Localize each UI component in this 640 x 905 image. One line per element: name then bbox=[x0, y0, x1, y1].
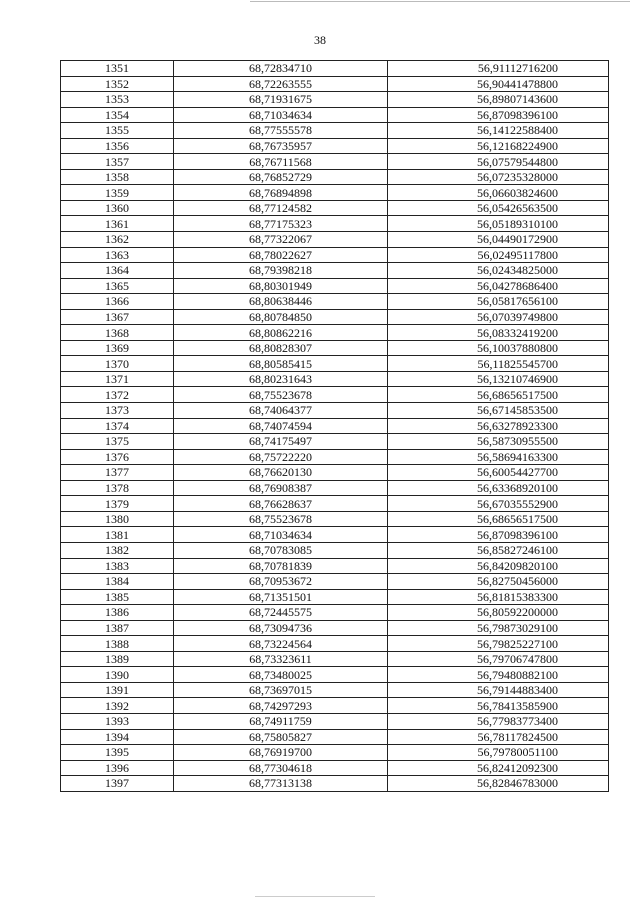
x-coordinate-cell: 68,77304618 bbox=[174, 760, 388, 776]
table-row bbox=[61, 92, 609, 108]
table-row bbox=[61, 620, 609, 636]
y-coordinate-cell: 56,87098396100 bbox=[388, 107, 609, 123]
row-number-cell: 1383 bbox=[61, 558, 174, 574]
y-coordinate-cell: 56,68656517500 bbox=[388, 511, 609, 527]
x-coordinate-cell: 68,79398218 bbox=[174, 263, 388, 279]
x-coordinate-cell: 68,74064377 bbox=[174, 403, 388, 419]
row-number-cell: 1355 bbox=[61, 123, 174, 139]
table-row bbox=[61, 123, 609, 139]
table-row bbox=[61, 371, 609, 387]
x-coordinate-cell: 68,80585415 bbox=[174, 356, 388, 372]
row-number-cell: 1356 bbox=[61, 138, 174, 154]
y-coordinate-cell: 56,87098396100 bbox=[388, 527, 609, 543]
y-coordinate-cell: 56,60054427700 bbox=[388, 465, 609, 481]
table-row bbox=[61, 542, 609, 558]
y-coordinate-cell: 56,79825227100 bbox=[388, 636, 609, 652]
table-row bbox=[61, 169, 609, 185]
table-body bbox=[61, 61, 609, 792]
scan-bottom-edge bbox=[255, 896, 375, 897]
table-row bbox=[61, 138, 609, 154]
x-coordinate-cell: 68,74074594 bbox=[174, 418, 388, 434]
row-number-cell: 1364 bbox=[61, 263, 174, 279]
table-row bbox=[61, 589, 609, 605]
row-number-cell: 1360 bbox=[61, 200, 174, 216]
y-coordinate-cell: 56,02495117800 bbox=[388, 247, 609, 263]
row-number-cell: 1392 bbox=[61, 698, 174, 714]
y-coordinate-cell: 56,58730955500 bbox=[388, 434, 609, 450]
x-coordinate-cell: 68,72834710 bbox=[174, 61, 388, 77]
table-row bbox=[61, 558, 609, 574]
page-number: 38 bbox=[314, 33, 326, 47]
row-number-cell: 1386 bbox=[61, 605, 174, 621]
row-number-cell: 1359 bbox=[61, 185, 174, 201]
table-row bbox=[61, 76, 609, 92]
scan-top-edge bbox=[0, 0, 640, 6]
row-number-cell: 1379 bbox=[61, 496, 174, 512]
table-row bbox=[61, 465, 609, 481]
x-coordinate-cell: 68,77313138 bbox=[174, 776, 388, 792]
x-coordinate-cell: 68,76711568 bbox=[174, 154, 388, 170]
x-coordinate-cell: 68,75805827 bbox=[174, 729, 388, 745]
y-coordinate-cell: 56,79144883400 bbox=[388, 682, 609, 698]
row-number-cell: 1369 bbox=[61, 340, 174, 356]
y-coordinate-cell: 56,81815383300 bbox=[388, 589, 609, 605]
x-coordinate-cell: 68,71034634 bbox=[174, 107, 388, 123]
table-row bbox=[61, 61, 609, 77]
table-row bbox=[61, 434, 609, 450]
x-coordinate-cell: 68,72445575 bbox=[174, 605, 388, 621]
y-coordinate-cell: 56,89807143600 bbox=[388, 92, 609, 108]
y-coordinate-cell: 56,12168224900 bbox=[388, 138, 609, 154]
table-row bbox=[61, 480, 609, 496]
row-number-cell: 1361 bbox=[61, 216, 174, 232]
y-coordinate-cell: 56,77983773400 bbox=[388, 713, 609, 729]
row-number-cell: 1394 bbox=[61, 729, 174, 745]
y-coordinate-cell: 56,82750456000 bbox=[388, 574, 609, 590]
x-coordinate-cell: 68,76735957 bbox=[174, 138, 388, 154]
table-row bbox=[61, 776, 609, 792]
row-number-cell: 1389 bbox=[61, 651, 174, 667]
y-coordinate-cell: 56,07039749800 bbox=[388, 309, 609, 325]
row-number-cell: 1367 bbox=[61, 309, 174, 325]
x-coordinate-cell: 68,76908387 bbox=[174, 480, 388, 496]
table-row bbox=[61, 449, 609, 465]
row-number-cell: 1374 bbox=[61, 418, 174, 434]
x-coordinate-cell: 68,75523678 bbox=[174, 511, 388, 527]
x-coordinate-cell: 68,72263555 bbox=[174, 76, 388, 92]
y-coordinate-cell: 56,10037880800 bbox=[388, 340, 609, 356]
y-coordinate-cell: 56,79706747800 bbox=[388, 651, 609, 667]
row-number-cell: 1393 bbox=[61, 713, 174, 729]
row-number-cell: 1368 bbox=[61, 325, 174, 341]
y-coordinate-cell: 56,80592200000 bbox=[388, 605, 609, 621]
row-number-cell: 1376 bbox=[61, 449, 174, 465]
x-coordinate-cell: 68,75722220 bbox=[174, 449, 388, 465]
y-coordinate-cell: 56,07579544800 bbox=[388, 154, 609, 170]
table-row bbox=[61, 418, 609, 434]
x-coordinate-cell: 68,77555578 bbox=[174, 123, 388, 139]
row-number-cell: 1375 bbox=[61, 434, 174, 450]
x-coordinate-cell: 68,74175497 bbox=[174, 434, 388, 450]
table-row bbox=[61, 185, 609, 201]
x-coordinate-cell: 68,71034634 bbox=[174, 527, 388, 543]
y-coordinate-cell: 56,79480882100 bbox=[388, 667, 609, 683]
y-coordinate-cell: 56,63278923300 bbox=[388, 418, 609, 434]
row-number-cell: 1396 bbox=[61, 760, 174, 776]
x-coordinate-cell: 68,71931675 bbox=[174, 92, 388, 108]
table-row bbox=[61, 309, 609, 325]
x-coordinate-cell: 68,73480025 bbox=[174, 667, 388, 683]
table-row bbox=[61, 713, 609, 729]
x-coordinate-cell: 68,78022627 bbox=[174, 247, 388, 263]
y-coordinate-cell: 56,07235328000 bbox=[388, 169, 609, 185]
y-coordinate-cell: 56,11825545700 bbox=[388, 356, 609, 372]
row-number-cell: 1358 bbox=[61, 169, 174, 185]
x-coordinate-cell: 68,70953672 bbox=[174, 574, 388, 590]
table-row bbox=[61, 247, 609, 263]
x-coordinate-cell: 68,77124582 bbox=[174, 200, 388, 216]
y-coordinate-cell: 56,90441478800 bbox=[388, 76, 609, 92]
x-coordinate-cell: 68,71351501 bbox=[174, 589, 388, 605]
table-row bbox=[61, 698, 609, 714]
table-row bbox=[61, 325, 609, 341]
table-row bbox=[61, 154, 609, 170]
table-row bbox=[61, 745, 609, 761]
table-row bbox=[61, 574, 609, 590]
table-row bbox=[61, 667, 609, 683]
x-coordinate-cell: 68,73697015 bbox=[174, 682, 388, 698]
y-coordinate-cell: 56,02434825000 bbox=[388, 263, 609, 279]
y-coordinate-cell: 56,08332419200 bbox=[388, 325, 609, 341]
row-number-cell: 1385 bbox=[61, 589, 174, 605]
table-row bbox=[61, 682, 609, 698]
y-coordinate-cell: 56,91112716200 bbox=[388, 61, 609, 77]
row-number-cell: 1372 bbox=[61, 387, 174, 403]
x-coordinate-cell: 68,80301949 bbox=[174, 278, 388, 294]
table-row bbox=[61, 403, 609, 419]
row-number-cell: 1390 bbox=[61, 667, 174, 683]
table-row bbox=[61, 527, 609, 543]
row-number-cell: 1371 bbox=[61, 371, 174, 387]
table-row bbox=[61, 216, 609, 232]
y-coordinate-cell: 56,68656517500 bbox=[388, 387, 609, 403]
x-coordinate-cell: 68,77175323 bbox=[174, 216, 388, 232]
row-number-cell: 1382 bbox=[61, 542, 174, 558]
y-coordinate-cell: 56,05817656100 bbox=[388, 294, 609, 310]
row-number-cell: 1377 bbox=[61, 465, 174, 481]
x-coordinate-cell: 68,80638446 bbox=[174, 294, 388, 310]
row-number-cell: 1378 bbox=[61, 480, 174, 496]
row-number-cell: 1365 bbox=[61, 278, 174, 294]
y-coordinate-cell: 56,05189310100 bbox=[388, 216, 609, 232]
y-coordinate-cell: 56,04490172900 bbox=[388, 232, 609, 248]
row-number-cell: 1363 bbox=[61, 247, 174, 263]
x-coordinate-cell: 68,80862216 bbox=[174, 325, 388, 341]
y-coordinate-cell: 56,82846783000 bbox=[388, 776, 609, 792]
row-number-cell: 1351 bbox=[61, 61, 174, 77]
row-number-cell: 1381 bbox=[61, 527, 174, 543]
table-row bbox=[61, 200, 609, 216]
y-coordinate-cell: 56,79873029100 bbox=[388, 620, 609, 636]
y-coordinate-cell: 56,14122588400 bbox=[388, 123, 609, 139]
y-coordinate-cell: 56,58694163300 bbox=[388, 449, 609, 465]
row-number-cell: 1384 bbox=[61, 574, 174, 590]
table-row bbox=[61, 356, 609, 372]
row-number-cell: 1366 bbox=[61, 294, 174, 310]
row-number-cell: 1391 bbox=[61, 682, 174, 698]
x-coordinate-cell: 68,80231643 bbox=[174, 371, 388, 387]
x-coordinate-cell: 68,73224564 bbox=[174, 636, 388, 652]
table-row bbox=[61, 232, 609, 248]
coordinates-table-container bbox=[60, 60, 608, 792]
y-coordinate-cell: 56,78117824500 bbox=[388, 729, 609, 745]
row-number-cell: 1352 bbox=[61, 76, 174, 92]
y-coordinate-cell: 56,06603824600 bbox=[388, 185, 609, 201]
y-coordinate-cell: 56,67035552900 bbox=[388, 496, 609, 512]
row-number-cell: 1370 bbox=[61, 356, 174, 372]
y-coordinate-cell: 56,78413585900 bbox=[388, 698, 609, 714]
x-coordinate-cell: 68,80828307 bbox=[174, 340, 388, 356]
y-coordinate-cell: 56,04278686400 bbox=[388, 278, 609, 294]
table-row bbox=[61, 278, 609, 294]
y-coordinate-cell: 56,05426563500 bbox=[388, 200, 609, 216]
x-coordinate-cell: 68,70781839 bbox=[174, 558, 388, 574]
x-coordinate-cell: 68,75523678 bbox=[174, 387, 388, 403]
row-number-cell: 1380 bbox=[61, 511, 174, 527]
x-coordinate-cell: 68,76919700 bbox=[174, 745, 388, 761]
x-coordinate-cell: 68,74911759 bbox=[174, 713, 388, 729]
table-row bbox=[61, 496, 609, 512]
table-row bbox=[61, 729, 609, 745]
table-row bbox=[61, 107, 609, 123]
table-row bbox=[61, 636, 609, 652]
row-number-cell: 1388 bbox=[61, 636, 174, 652]
row-number-cell: 1387 bbox=[61, 620, 174, 636]
y-coordinate-cell: 56,85827246100 bbox=[388, 542, 609, 558]
coordinates-table bbox=[60, 60, 609, 792]
table-row bbox=[61, 760, 609, 776]
x-coordinate-cell: 68,76894898 bbox=[174, 185, 388, 201]
table-row bbox=[61, 651, 609, 667]
row-number-cell: 1357 bbox=[61, 154, 174, 170]
x-coordinate-cell: 68,76852729 bbox=[174, 169, 388, 185]
y-coordinate-cell: 56,82412092300 bbox=[388, 760, 609, 776]
table-row bbox=[61, 294, 609, 310]
x-coordinate-cell: 68,80784850 bbox=[174, 309, 388, 325]
x-coordinate-cell: 68,73323611 bbox=[174, 651, 388, 667]
row-number-cell: 1362 bbox=[61, 232, 174, 248]
y-coordinate-cell: 56,84209820100 bbox=[388, 558, 609, 574]
row-number-cell: 1353 bbox=[61, 92, 174, 108]
y-coordinate-cell: 56,67145853500 bbox=[388, 403, 609, 419]
row-number-cell: 1373 bbox=[61, 403, 174, 419]
table-row bbox=[61, 340, 609, 356]
x-coordinate-cell: 68,77322067 bbox=[174, 232, 388, 248]
x-coordinate-cell: 68,73094736 bbox=[174, 620, 388, 636]
x-coordinate-cell: 68,76628637 bbox=[174, 496, 388, 512]
y-coordinate-cell: 56,13210746900 bbox=[388, 371, 609, 387]
x-coordinate-cell: 68,70783085 bbox=[174, 542, 388, 558]
row-number-cell: 1395 bbox=[61, 745, 174, 761]
table-row bbox=[61, 263, 609, 279]
x-coordinate-cell: 68,74297293 bbox=[174, 698, 388, 714]
y-coordinate-cell: 56,63368920100 bbox=[388, 480, 609, 496]
y-coordinate-cell: 56,79780051100 bbox=[388, 745, 609, 761]
row-number-cell: 1354 bbox=[61, 107, 174, 123]
x-coordinate-cell: 68,76620130 bbox=[174, 465, 388, 481]
row-number-cell: 1397 bbox=[61, 776, 174, 792]
table-row bbox=[61, 605, 609, 621]
table-row bbox=[61, 511, 609, 527]
table-row bbox=[61, 387, 609, 403]
